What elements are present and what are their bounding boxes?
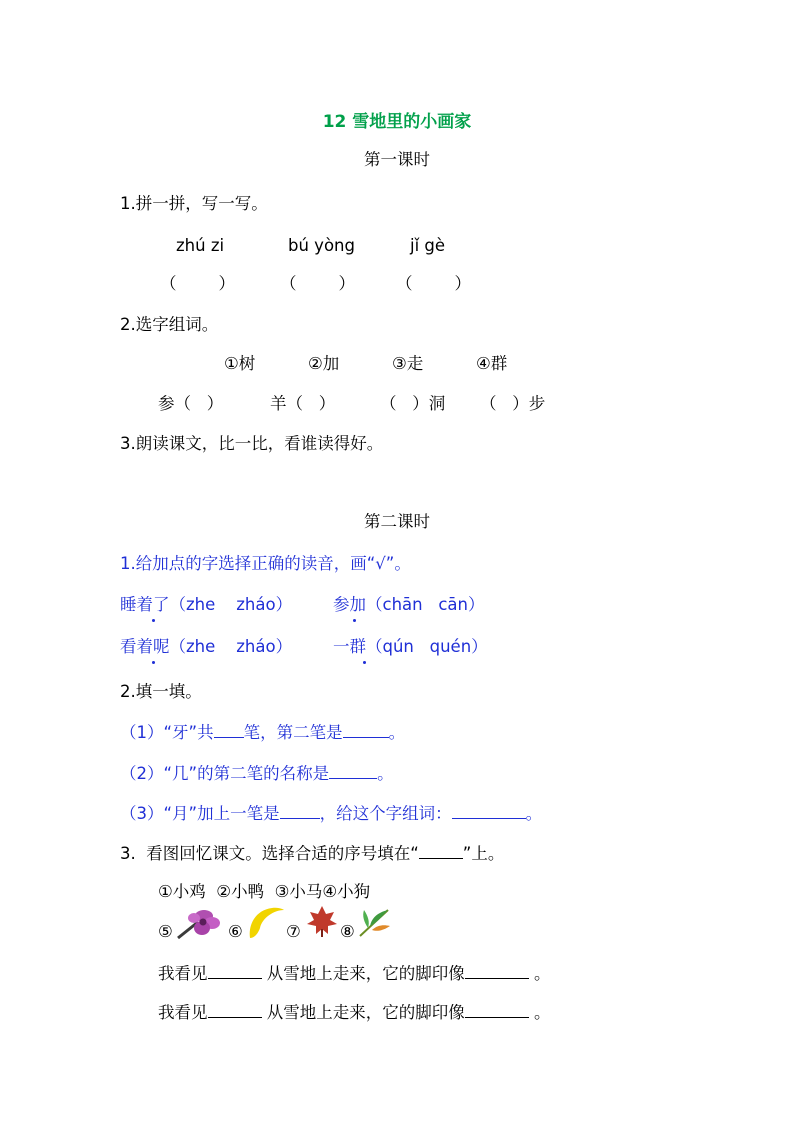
pinyin-item: bú yòng <box>288 236 355 255</box>
fill-blank[interactable] <box>343 722 389 738</box>
emphasis-dot <box>152 661 155 664</box>
emphasis-dot <box>353 619 356 622</box>
fill-blank[interactable] <box>329 763 377 779</box>
fill-blank[interactable] <box>280 803 320 819</box>
option-item: ③走 <box>392 354 424 373</box>
fill-text: （3）“月”加上一笔是 <box>120 804 280 823</box>
answer-box[interactable]: （ ） <box>396 274 471 293</box>
reading-item[interactable]: 一群（qún quén） <box>333 637 488 656</box>
reading-item[interactable]: 参加（chān cān） <box>333 595 485 614</box>
fill-item-3 <box>120 803 542 824</box>
fill-text: 。 <box>377 764 394 783</box>
sentence-text: 从雪地上走来，它的脚印像 <box>261 964 465 983</box>
picture-number: ⑧ <box>340 922 355 941</box>
reading-row <box>0 637 794 657</box>
crescent-moon-icon <box>246 904 286 942</box>
pinyin-item: jǐ gè <box>410 236 446 255</box>
fill-text: （1）“牙”共 <box>120 723 214 742</box>
blank-item[interactable]: （ ）步 <box>480 394 546 413</box>
heading-text: ”上。 <box>462 844 505 863</box>
flower-icon <box>176 906 224 942</box>
animal-options: ①小鸡 ②小鸭 ③小马④小狗 <box>158 882 371 901</box>
fill-item-1 <box>120 722 405 743</box>
fill-text: （2）“几”的第二笔的名称是 <box>120 764 330 783</box>
q2-heading: 2.选字组词。 <box>120 315 219 334</box>
option-item: ②加 <box>308 354 340 373</box>
option-item: ①树 <box>224 354 256 373</box>
pinyin-item: zhú zi <box>176 236 225 255</box>
emphasis-dot <box>152 619 155 622</box>
fill-blank[interactable] <box>452 803 526 819</box>
lesson2-heading: 第二课时 <box>364 512 430 531</box>
blank-item[interactable]: 参（ ） <box>158 394 224 413</box>
l2-q2-heading: 2.填一填。 <box>120 682 202 701</box>
reading-item[interactable]: 睡着了（zhe zháo） <box>120 595 293 614</box>
bamboo-leaf-icon <box>358 906 392 938</box>
q3-heading: 3.朗读课文，比一比，看谁读得好。 <box>120 434 384 453</box>
blank-item[interactable]: 羊（ ） <box>270 394 336 413</box>
sentence-row <box>158 963 551 984</box>
sentence-text: 从雪地上走来，它的脚印像 <box>261 1003 465 1022</box>
heading-blank <box>419 843 463 859</box>
picture-number: ⑥ <box>228 922 243 941</box>
blank-item[interactable]: （ ）洞 <box>380 394 446 413</box>
fill-blank[interactable] <box>214 722 244 738</box>
pinyin-row <box>0 236 794 256</box>
reading-row <box>0 595 794 615</box>
l2-q3-heading <box>120 843 504 864</box>
sentence-text: 我看见 <box>158 1003 208 1022</box>
sentence-text: 我看见 <box>158 964 208 983</box>
fill-text: 笔，第二笔是 <box>243 723 343 742</box>
picture-number: ⑤ <box>158 922 173 941</box>
answer-box[interactable]: （ ） <box>280 274 355 293</box>
sentence-text: 。 <box>528 964 551 983</box>
option-item: ④群 <box>476 354 508 373</box>
blanks-row <box>0 394 794 414</box>
heading-text: 3. 看图回忆课文。选择合适的序号填在“ <box>120 844 419 863</box>
page-title: 12 雪地里的小画家 <box>322 112 472 132</box>
lesson1-heading: 第一课时 <box>364 150 430 169</box>
answer-blank[interactable] <box>465 963 529 979</box>
fill-text: 。 <box>388 723 406 742</box>
options-row <box>0 354 794 374</box>
q1-heading: 1.拼一拼，写一写。 <box>120 194 268 213</box>
fill-text: 。 <box>525 804 543 823</box>
answer-blank[interactable] <box>208 1002 262 1018</box>
sentence-text: 。 <box>528 1003 551 1022</box>
emphasis-dot <box>363 661 366 664</box>
maple-leaf-icon <box>306 904 338 938</box>
answer-box[interactable]: （ ） <box>160 274 235 293</box>
answer-blank[interactable] <box>465 1002 529 1018</box>
answer-blank[interactable] <box>208 963 262 979</box>
fill-item-2 <box>120 763 394 784</box>
sentence-row <box>158 1002 551 1023</box>
answer-box-row <box>0 274 794 294</box>
reading-item[interactable]: 看着呢（zhe zháo） <box>120 637 293 656</box>
l2-q1-heading: 1.给加点的字选择正确的读音，画“√”。 <box>120 554 411 573</box>
picture-number: ⑦ <box>286 922 301 941</box>
fill-text: ，给这个字组词： <box>319 804 452 823</box>
